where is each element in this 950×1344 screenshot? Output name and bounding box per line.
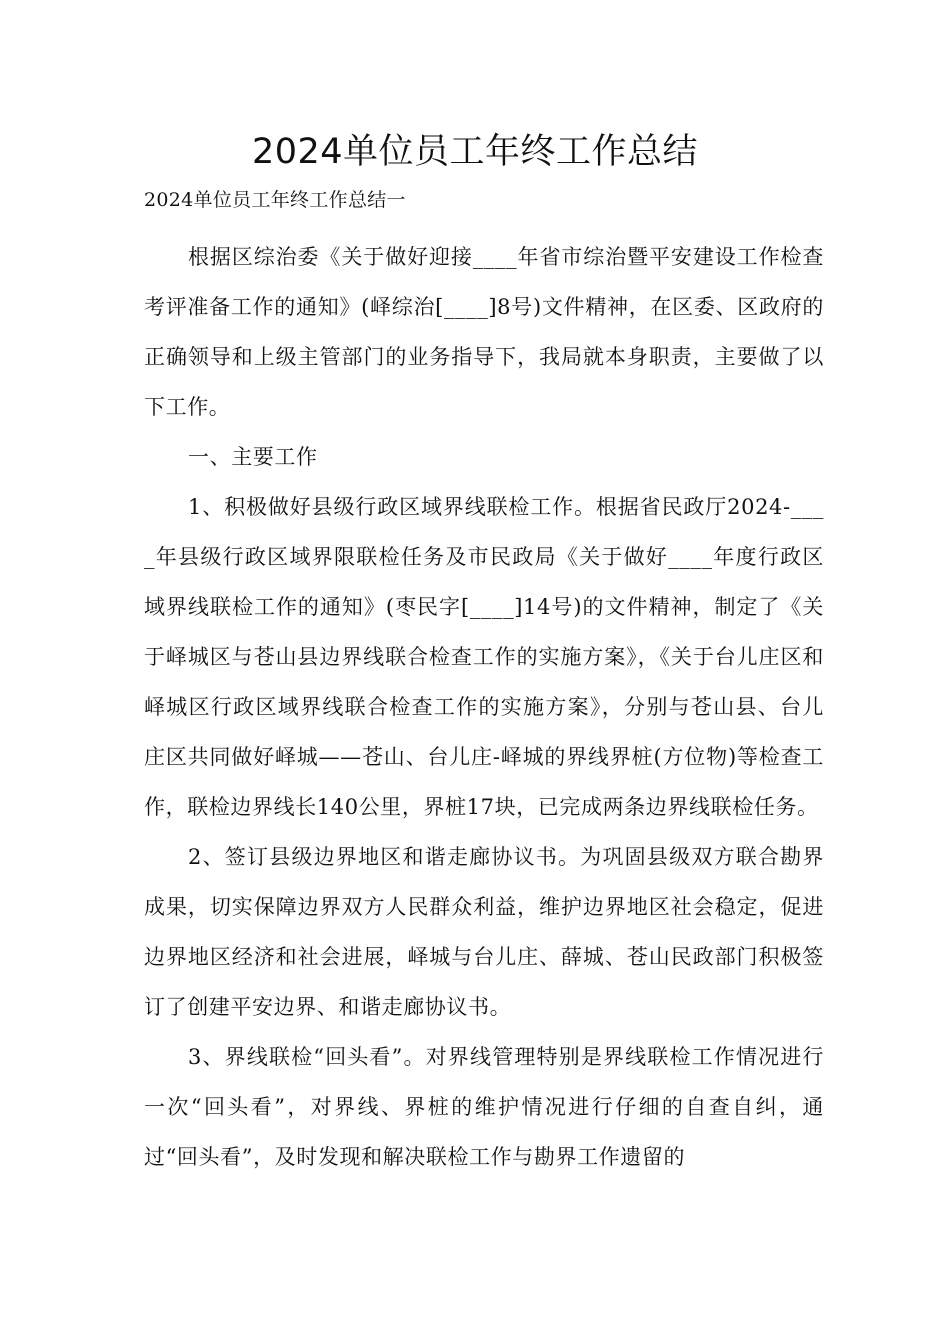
paragraph-intro: 根据区综治委《关于做好迎接____年省市综治暨平安建设工作检查考评准备工作的通知》(峄综治[____]8号)文件精神，在区委、区政府的正确领导和上级主管部门的业务指导下，我局就本身职责，主要做了以下工作。 bbox=[144, 245, 824, 419]
paragraph-item-1: 1、积极做好县级行政区域界线联检工作。根据省民政厅2024-____年县级行政区域界限联检任务及市民政局《关于做好____年度行政区域界线联检工作的通知》(枣民字[____]14号)的文件精神，制定了《关于峄城区与苍山县边界线联合检查工作的实施方案》，《关于台儿庄区和峄城区行政区域界线联合检查工作的实施方案》，分别与苍山县、台儿庄区共同做好峄城——苍山、台儿庄-峄城的界线界桩(方位物)等检查工作，联检边界线长140公里，界桩17块，已完成两条边界线联检任务。 bbox=[144, 495, 824, 819]
paragraph-item-2: 2、签订县级边界地区和谐走廊协议书。为巩固县级双方联合勘界成果，切实保障边界双方人民群众利益，维护边界地区社会稳定，促进边界地区经济和社会进展，峄城与台儿庄、薛城、苍山民政部门积极签订了创建平安边界、和谐走廊协议书。 bbox=[144, 845, 824, 1019]
paragraph-item-3: 3、界线联检“回头看”。对界线管理特别是界线联检工作情况进行一次“回头看”，对界线、界桩的维护情况进行仔细的自查自纠，通过“回头看”，及时发现和解决联检工作与勘界工作遗留的 bbox=[144, 1045, 824, 1169]
document-subtitle: 2024单位员工年终工作总结一 bbox=[144, 189, 406, 211]
document-body bbox=[144, 232, 824, 1182]
section-heading-main-work: 一、主要工作 bbox=[188, 445, 318, 469]
document-title: 2024单位员工年终工作总结 bbox=[251, 132, 699, 172]
